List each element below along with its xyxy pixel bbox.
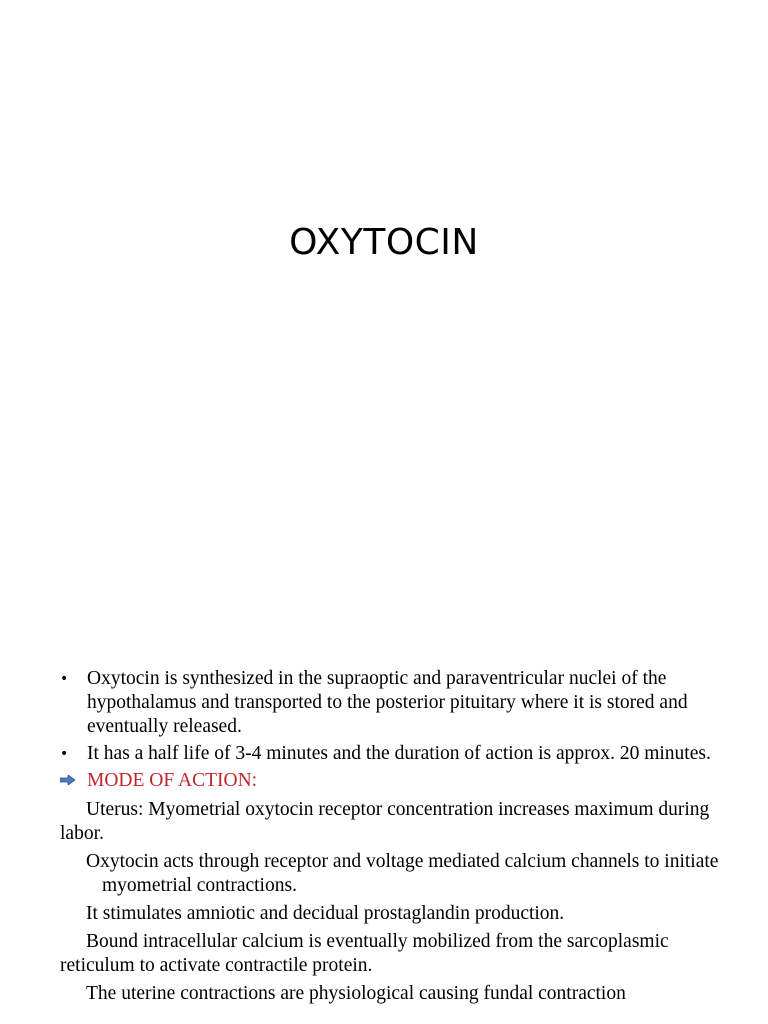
bullet-item <box>60 742 720 766</box>
paragraph-text: The uterine contractions are physiological causing fundal contraction <box>86 983 626 1004</box>
bullet-dot-icon: • <box>60 671 69 687</box>
paragraph <box>60 930 720 978</box>
paragraph <box>60 798 720 846</box>
bullet-dot-icon: • <box>60 746 69 762</box>
bullet-text: It has a half life of 3-4 minutes and the duration of action is approx. 20 minutes. <box>87 743 711 764</box>
slide-content <box>60 667 720 1010</box>
paragraph-text: myometrial contractions. <box>102 875 297 896</box>
section-heading <box>60 769 720 793</box>
paragraph <box>60 902 720 926</box>
section-heading-text: MODE OF ACTION: <box>87 770 258 791</box>
paragraph-text: It stimulates amniotic and decidual prostaglandin production. <box>86 903 565 924</box>
paragraph <box>60 850 720 898</box>
paragraph-text: Bound intracellular calcium is eventually mobilized from the sarcoplasmic reticulum to activate contractile protein. <box>60 931 669 976</box>
arrow-right-icon <box>60 775 75 785</box>
paragraph-text: Uterus: Myometrial oxytocin receptor concentration increases maximum during labor. <box>60 799 710 844</box>
paragraph <box>60 982 720 1006</box>
paragraph-text: Oxytocin acts through receptor and voltage mediated calcium channels to initiate <box>86 851 719 872</box>
bullet-item <box>60 667 720 739</box>
bullet-text: Oxytocin is synthesized in the supraoptic and paraventricular nuclei of the hypothalamus and transported to the posterior pituitary where it is stored and eventually released. <box>87 668 688 737</box>
slide-title: OXYTOCIN <box>289 222 479 263</box>
